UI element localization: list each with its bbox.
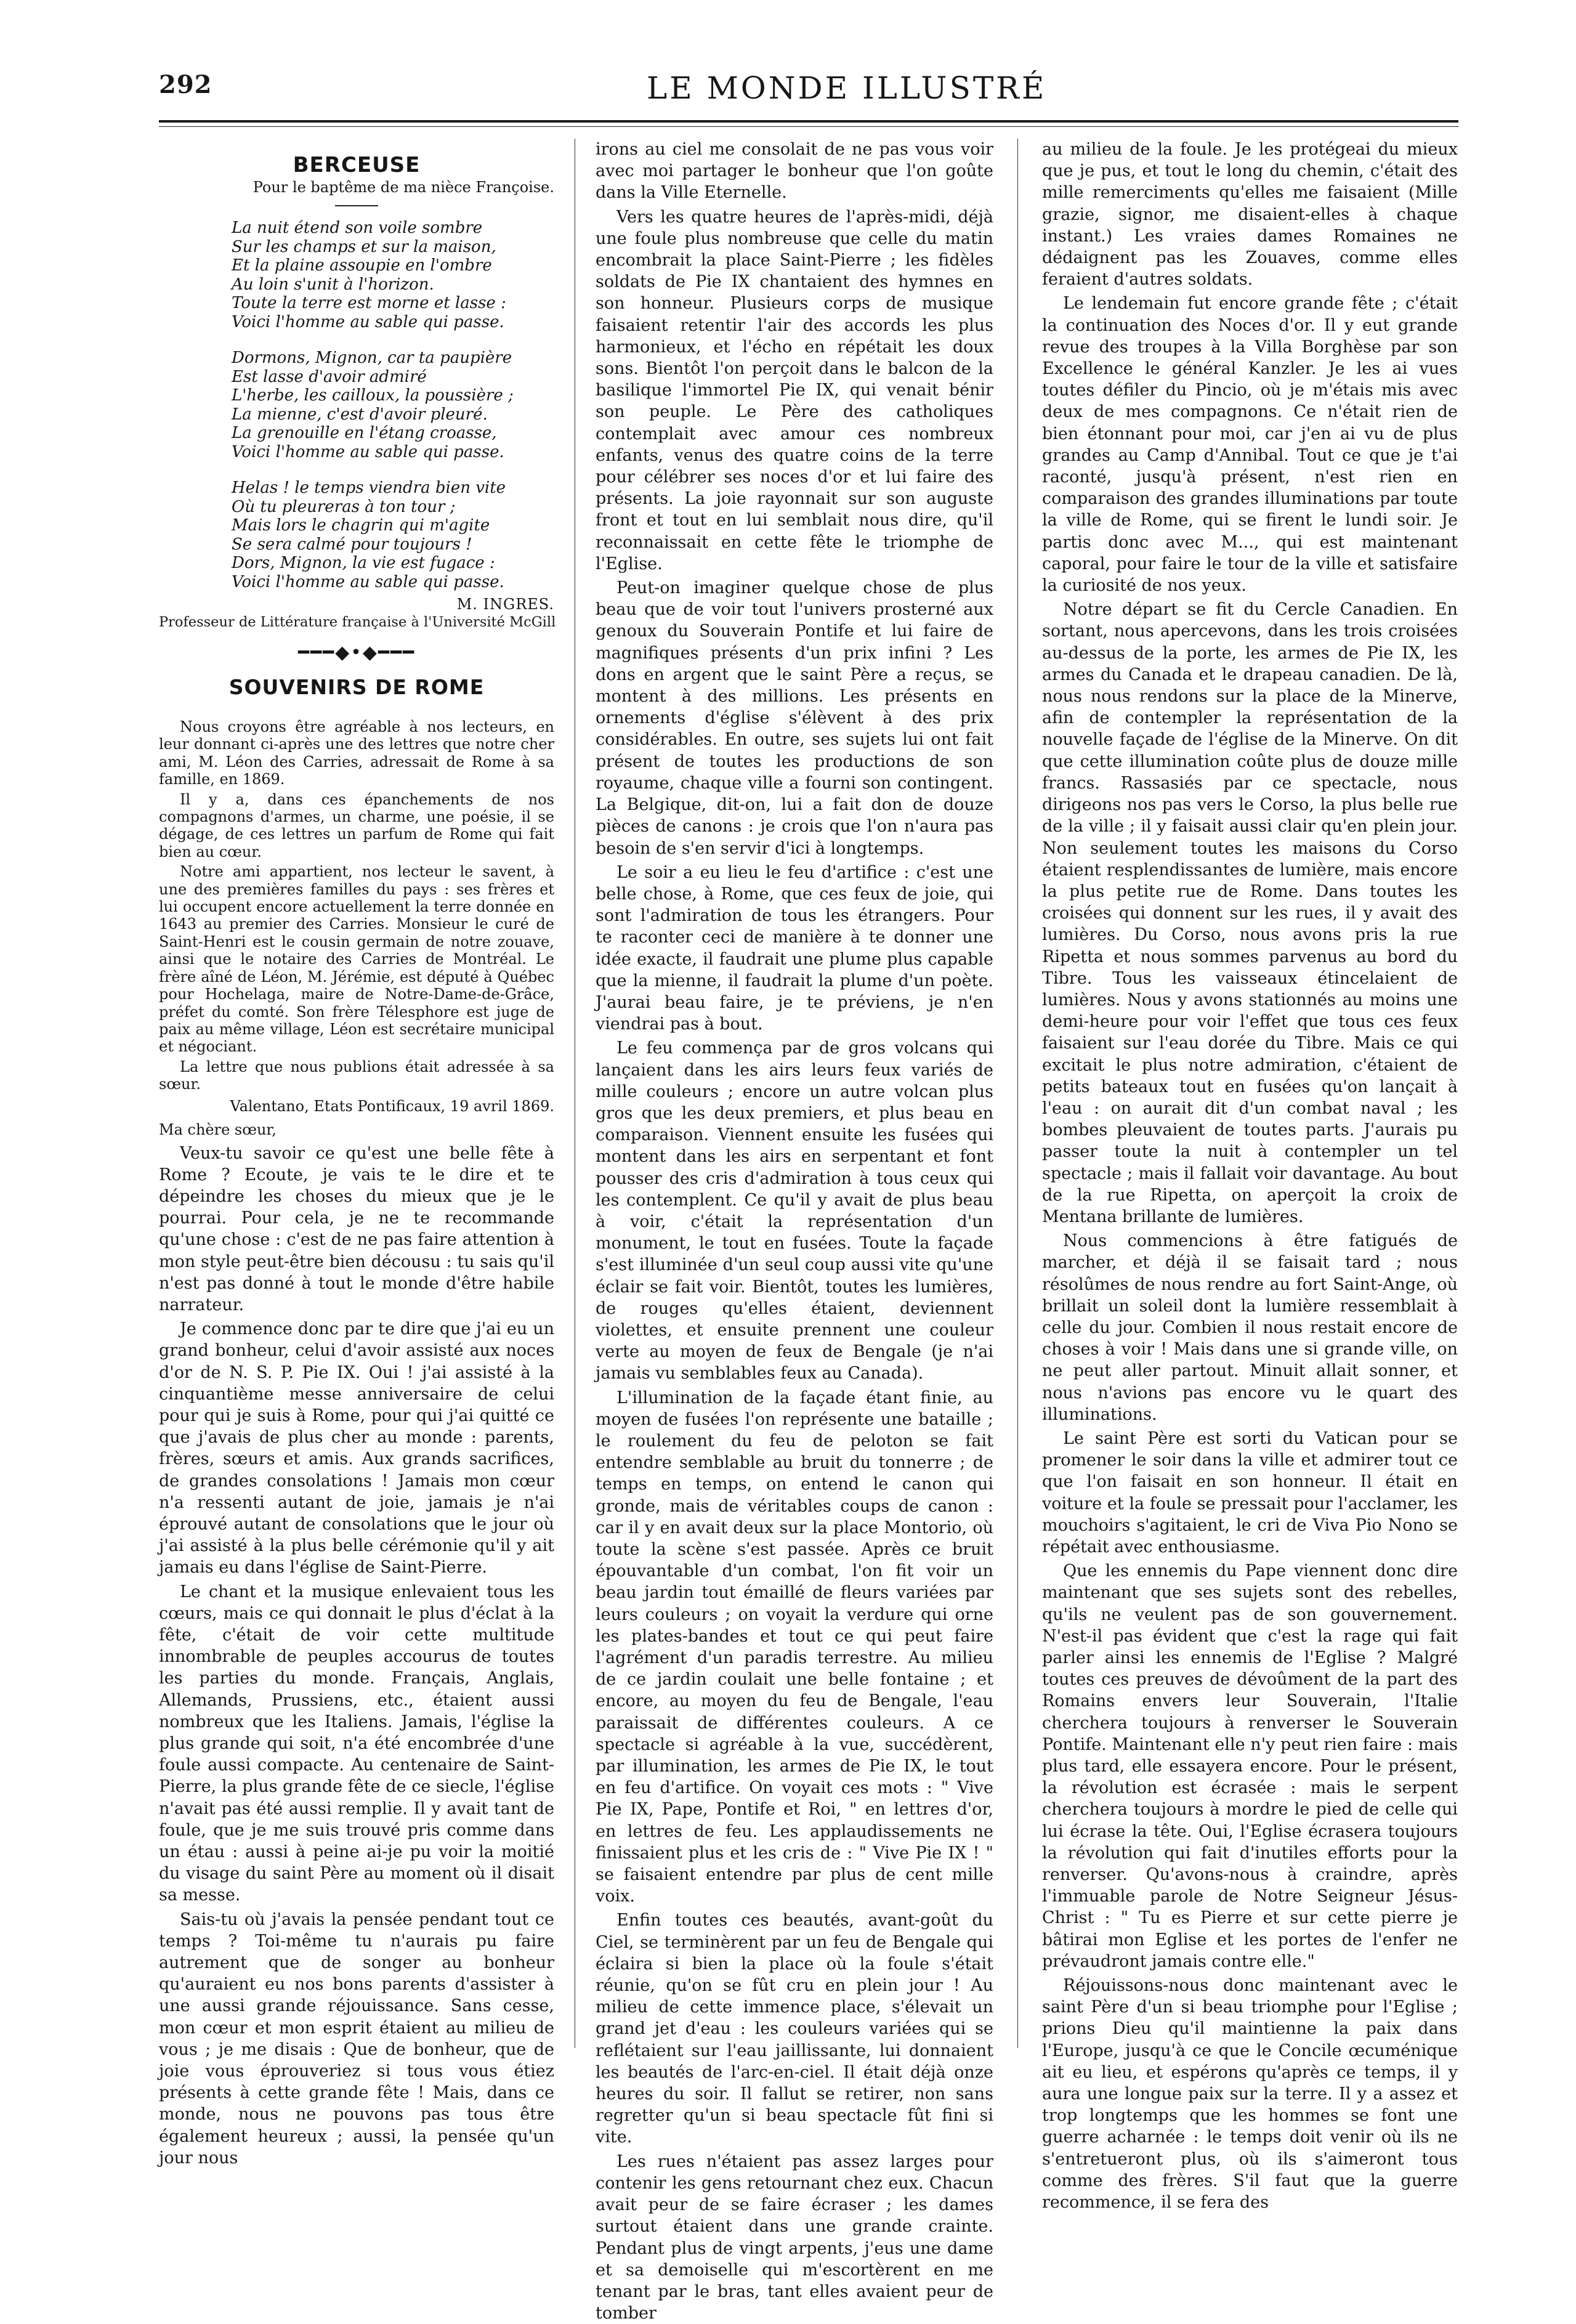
poem-signature: M. INGRES.	[456, 596, 554, 613]
intro-paragraph: La lettre que nous publions était adressée à sa sœur.	[159, 1058, 554, 1093]
poem-dedication: Pour le baptême de ma nièce Françoise.	[253, 179, 554, 196]
body-paragraph: Notre départ se fit du Cercle Canadien. En sortant, nous apercevons, dans les trois croisées au-dessus de la porte, les armes de Pie IX, les armes du Canada et le drapeau canadien. De là, nous nous rendons sur la place de la Minerve, afin de contempler la représentation de la nouvelle façade de l'église de la Minerve. On dit que cette illumination coûte plus de douze mille francs. Rassasiés par ce spectacle, nous dirigeons nos pas vers le Corso, la plus belle rue de la ville ; il y faisait aussi clair qu'en plein jour. Non seulement toutes les maisons du Corso étaient resplendissantes de lumière, mais encore la plus petite rue de Rome. Dans toutes les croisées qui donnent sur les rues, il y avait des lumières. Du Corso, nous avons pris la rue Ripetta et nous sommes parvenus au bord du Tibre. Tous les vaisseaux étincelaient de lumières. Nous y avons stationnés au moins une demi-heure pour voir l'effet que tous ces feux faisaient sur l'eau dorée du Tibre. Mais ce qui excitait le plus notre admiration, c'étaient de petits bateaux tout en fusées qu'on lançait à l'eau : on aurait dit d'un combat naval ; les bombes pleuvaient de toutes parts. J'aurais pu passer toute la nuit à contempler un tel spectacle ; mais il fallait voir davantage. Au bout de la rue Ripetta, on aperçoit la croix de Mentana brillante de lumières.	[1042, 600, 1458, 1226]
poem-title: BERCEUSE	[293, 153, 421, 177]
body-paragraph: Veux-tu savoir ce qu'est une belle fête à Rome ? Ecoute, je vais te le dire et te dépeindre les choses du mieux que je le pourrai. Pour cela, je ne te recommande qu'une chose : c'est de ne pas faire attention à mon style peut-être bien décousu : tu sais qu'il n'est pas donné à tout le monde d'être habile narrateur.	[159, 1143, 554, 1314]
section-ornament: ━━━◆•◆━━━	[297, 642, 416, 663]
body-paragraph: Le lendemain fut encore grande fête ; c'était la continuation des Noces d'or. Il y eut grande revue des troupes à la Villa Borghèse par son Excellence le général Kanzler. Je les ai vues toutes défiler du Pincio, où je m'étais mis avec deux de mes compagnons. Ce n'était rien de bien étonnant pour moi, car j'en ai vu de plus grandes au Camp d'Annibal. Tout ce que je t'ai raconté, jusqu'à présent, n'est rien en comparaison des grandes illuminations par toute la ville de Rome, qui se firent le lundi soir. Je partis donc avec M..., qui est maintenant caporal, pour faire le tour de la ville et satisfaire la curiosité de nos yeux.	[1042, 294, 1458, 596]
body-paragraph: L'illumination de la façade étant finie, au moyen de fusées l'on représente une bataille ; le roulement du feu de peloton se fait entendre semblable au bruit du tonnerre ; de temps en temps, on entend le canon qui gronde, mais de véritables coups de canon : car il y en avait deux sur la place Montorio, où toute la scène s'est passée. Après ce bruit épouvantable d'un combat, l'on fit voir un beau jardin tout émaillé de fleurs variées par leurs couleurs ; on voyait la verdure qui orne les plates-bandes et tout ce qui peut faire l'agrément d'un paradis terrestre. Au milieu de ce jardin coulait une belle fontaine ; et encore, au moyen du feu de Bengale, l'eau paraissait de différentes couleurs. A ce spectacle si agréable à la vue, succédèrent, par illumination, les armes de Pie IX, le tout en feu d'artifice. On voyait ces mots : " Vive Pie IX, Pape, Pontife et Roi, " en lettres d'or, en lettres de feu. Les applaudissements ne finissaient plus et les cris de : " Vive Pie IX ! " se faisaient entendre par plus de cent mille voix.	[596, 1388, 993, 1906]
page-number: 292	[159, 70, 212, 99]
poem-line: Au loin s'unit à l'horizon.	[232, 275, 434, 294]
poem-line: Se sera calmé pour toujours !	[232, 535, 472, 554]
article-title: SOUVENIRS DE ROME	[228, 675, 485, 699]
body-paragraph: Les rues n'étaient pas assez larges pour contenir les gens retournant chez eux. Chacun avait peur de se faire écraser ; les dames surtout étaient dans une grande crainte. Pendant plus de vingt arpents, j'eus une dame et sa demoiselle qui m'escortèrent en me tenant par le bras, tant elles avaient peur de tomber	[596, 2152, 993, 2323]
poem-line: Voici l'homme au sable qui passe.	[232, 312, 504, 331]
poem-line: Toute la terre est morne et lasse :	[232, 294, 506, 312]
body-paragraph: Vers les quatre heures de l'après-midi, déjà une foule plus nombreuse que celle du matin encombrait la place Saint-Pierre ; les fidèles soldats de Pie IX chantaient des hymnes en son honneur. Plusieurs corps de musique faisaient retentir l'air des accords les plus harmonieux, et l'écho en répétait les doux sons. Bientôt l'on perçoit dans le balcon de la basilique l'immortel Pie IX, qui venait bénir son peuple. Le Père des catholiques contemplait avec amour ces nombreux enfants, venus des quatre coins de la terre pour célébrer ses noces d'or et lui faire des présents. La joie rayonnait sur son auguste front et tout en lui semblait nous dire, qu'il reconnaissait en cette fête le triomphe de l'Eglise.	[596, 207, 993, 573]
header-rule	[159, 120, 1458, 123]
poem-line: Est lasse d'avoir admiré	[232, 367, 427, 386]
body-paragraph: Enfin toutes ces beautés, avant-goût du Ciel, se terminèrent par un feu de Bengale qui éclaira si bien la place où la foule s'était réunie, qu'on se fût cru en plein jour ! Au milieu de cette immence place, s'élevait un grand jet d'eau : les couleurs variées qui se reflétaient sur l'eau jaillissante, lui donnaient les beautés de l'arc-en-ciel. Il était déjà onze heures du soir. Il fallut se retirer, non sans regretter qu'un si beau spectacle fût fini si vite.	[596, 1911, 993, 2147]
poem-line: Dormons, Mignon, car ta paupière	[232, 349, 512, 367]
poem-line: La mienne, c'est d'avoir pleuré.	[232, 405, 488, 424]
body-paragraph: Le soir a eu lieu le feu d'artifice : c'est une belle chose, à Rome, que ces feux de joie, qui sont l'admiration de tous les étrangers. Pour te raconter ceci de manière à te donner une idée exacte, il faudrait une plume plus capable que la mienne, il faudrait la plume d'un poète. J'aurai beau faire, je te préviens, je n'en viendrai pas à bout.	[596, 862, 993, 1034]
body-paragraph: Le feu commença par de gros volcans qui lançaient dans les airs leurs feux variés de mille couleurs ; encore un autre volcan plus gros que les deux premiers, et plus beau en comparaison. Viennent ensuite les fusées qui montent dans les airs en serpentant et font pousser des cris d'admiration à tous ceux qui les contemplent. Ce qu'il y avait de plus beau à voir, c'était la représentation d'un monument, le tout en fusées. Toute la façade s'est illuminée d'un seul coup aussi vite qu'une éclair se fait voir. Bientôt, toutes les lumières, de rouges qu'elles étaient, deviennent violettes, et ensuite prennent une couleur verte au moyen de feux de Bengale (je n'ai jamais vu semblables feux au Canada).	[596, 1039, 993, 1383]
body-paragraph: Je commence donc par te dire que j'ai eu un grand bonheur, celui d'avoir assisté aux noces d'or de N. S. P. Pie IX. Oui ! j'ai assisté à la cinquantième messe anniversaire de celui pour qui je suis à Rome, pour qui j'ai quitté ce que j'avais de plus cher au monde : parents, frères, sœurs et amis. Aux grands sacrifices, de grandes consolations ! Jamais mon cœur n'a ressenti autant de joie, jamais je n'ai éprouvé autant de consolations que le jour où j'ai assisté à la plus belle cérémonie qu'il y ait jamais eu dans l'église de Saint-Pierre.	[159, 1319, 554, 1577]
poem-stanza	[232, 349, 554, 461]
poem-line: L'herbe, les cailloux, la poussière ;	[232, 386, 514, 405]
poem-line: Dors, Mignon, la vie est fugace :	[232, 554, 495, 572]
column-1	[159, 139, 556, 2168]
author-affiliation: Professeur de Littérature française à l'Université McGill	[159, 614, 556, 630]
body-paragraph: Que les ennemis du Pape viennent donc dire maintenant que ses sujets sont des rebelles, qu'ils ne veulent pas de son gouvernement. N'est-il pas évident que c'est la rage qui fait parler ainsi les ennemis de l'Eglise ? Malgré toutes ces preuves de dévoûment de la part des Romains envers leur Souverain, l'Italie cherchera toujours à renverser le Souverain Pontife. Maintenant elle n'y peut rien faire : mais plus tard, elle essayera encore. Pour le présent, la révolution est écrasée : mais le serpent cherchera toujours à mordre le pied de celle qui lui écrase la tête. Oui, l'Eglise écrasera toujours la révolution qui fait d'inutiles efforts pour la renverser. Qu'avons-nous à craindre, après l'immuable parole de Notre Seigneur Jésus-Christ : " Tu es Pierre et sur cette pierre je bâtirai mon Eglise et les portes de l'enfer ne prévaudront jamais contre elle."	[1042, 1561, 1458, 1971]
body-paragraph: Sais-tu où j'avais la pensée pendant tout ce temps ? Toi-même tu n'aurais pu faire autrement que de songer au bonheur qu'auraient eu nos bons parents d'assister à une aussi grande réjouissance. Sans cesse, mon cœur et mon esprit étaient au milieu de vous ; je me disais : Que de bonheur, que de joie vous éprouveriez si tous vous étiez présents à cette grande fête ! Mais, dans ce monde, nous ne pouvons pas tous être également heureux ; aussi, la pensée qu'un jour nous	[159, 1909, 554, 2168]
body-paragraph: Réjouissons-nous donc maintenant avec le saint Père d'un si beau triomphe pour l'Eglise ; prions Dieu qu'il maintienne la paix dans l'Europe, jusqu'à ce que le Concile œcuménique ait eu lieu, et espérons qu'après ce temps, il y aura une longue paix sur la terre. Il y a assez et trop longtemps que les hommes se font une guerre acharnée : le temps doit venir où ils ne s'entretueront plus, où ils s'aimeront tous comme des frères. S'il faut que la guerre recommence, il se fera des	[1042, 1976, 1458, 2213]
column-divider	[1017, 139, 1018, 2048]
letter-dateline: Valentano, Etats Pontificaux, 19 avril 1869.	[230, 1097, 554, 1115]
column-2	[596, 139, 993, 2323]
intro-paragraph: Notre ami appartient, nos lecteur le savent, à une des premières familles du pays : ses frères et lui occupent encore actuellement la terre donnée en 1643 au premier des Carries. Monsieur le curé de Saint-Henri est le cousin germain de notre zouave, ainsi que le notaire des Carries de Montréal. Le frère aîné de Léon, M. Jérémie, est député à Québec pour Hochelaga, maire de Notre-Dame-de-Grâce, préfet du comté. Son frère Télesphore est juge de paix au même village, Léon est secrétaire municipal et négociant.	[159, 863, 554, 1056]
body-paragraph: Le chant et la musique enlevaient tous les cœurs, mais ce qui donnait le plus d'éclat à la fête, c'était de voir cette multitude innombrable de peuples accourus de toutes les parties du monde. Français, Anglais, Allemands, Prussiens, etc., étaient aussi nombreux que les Italiens. Jamais, l'église la plus grande qui soit, n'a été encombrée d'une foule aussi compacte. Au centenaire de Saint-Pierre, la plus grande fête de ce siecle, l'église n'avait pas été aussi remplie. Il y avait tant de foule, que je me suis trouvé pris comme dans un étau : aussi à peine ai-je pu voir la moitié du visage du saint Père au moment où il disait sa messe.	[159, 1582, 554, 1905]
column-3	[1042, 139, 1458, 2213]
poem-line: Où tu pleureras à ton tour ;	[232, 497, 456, 516]
poem-stanza	[232, 479, 554, 591]
intro-paragraph: Nous croyons être agréable à nos lecteurs, en leur donnant ci-après une des lettres que notre cher ami, M. Léon des Carries, adressait de Rome à sa famille, en 1869.	[159, 718, 554, 788]
body-paragraph: Le saint Père est sorti du Vatican pour se promener le soir dans la ville et admirer tout ce que l'on faisait en son honneur. Il était en voiture et la foule se pressait pour l'acclamer, les mouchoirs s'agitaient, le cri de Viva Pio Nono se répétait avec enthousiasme.	[1042, 1428, 1458, 1557]
poem-line: Voici l'homme au sable qui passe.	[232, 572, 504, 591]
title-rule	[335, 205, 378, 206]
masthead: LE MONDE ILLUSTRÉ	[647, 70, 1047, 106]
intro-paragraph: Il y a, dans ces épanchements de nos compagnons d'armes, un charme, une poésie, il se dégage, de ces lettres un parfum de Rome qui fait bien au cœur.	[159, 790, 554, 860]
poem-line: Et la plaine assoupie en l'ombre	[232, 256, 492, 275]
letter-salutation: Ma chère sœur,	[159, 1120, 277, 1138]
poem-stanza	[232, 219, 554, 331]
poem-line: Voici l'homme au sable qui passe.	[232, 442, 504, 461]
poem-line: Helas ! le temps viendra bien vite	[232, 479, 506, 497]
poem-line: La nuit étend son voile sombre	[232, 219, 483, 237]
poem-line: Sur les champs et sur la maison,	[232, 237, 496, 256]
body-paragraph: au milieu de la foule. Je les protégeai du mieux que je pus, et tout le long du chemin, c'était des mille remerciments qu'elles me faisaient (Mille grazie, signor, me disaient-elles à chaque instant.) Les vraies dames Romaines ne dédaignent pas les Zouaves, comme elles feraient d'autres soldats.	[1042, 140, 1458, 289]
poem-line: La grenouille en l'étang croasse,	[232, 424, 497, 442]
poem-line: Mais lors le chagrin qui m'agite	[232, 516, 490, 535]
header-rule-thin	[159, 126, 1458, 127]
body-paragraph: Peut-on imaginer quelque chose de plus beau que de voir tout l'univers prosterné aux genoux du Souverain Pontife et lui faire de magnifiques présents d'un prix infini ? Les dons en argent que le saint Père a reçus, se montent à des millions. Les présents en ornements d'église s'élèvent à des prix considérables. En outre, ses sujets lui ont fait présent de toutes les productions de son royaume, chaque ville a fourni son contingent. La Belgique, dit-on, lui a fait don de douze pièces de canons : je crois que l'on n'aura pas besoin de s'en servir d'ici à longtemps.	[596, 578, 993, 858]
body-paragraph: irons au ciel me consolait de ne pas vous voir avec moi partager le bonheur que l'on goûte dans la Ville Eternelle.	[596, 140, 993, 203]
body-paragraph: Nous commencions à être fatigués de marcher, et déjà il se faisait tard ; nous résolûmes de nous rendre au fort Saint-Ange, où brillait un soleil dont la lumière ressemblait à celle du jour. Combien il nous restait encore de choses à voir ! Mais dans une si grande ville, on ne peut aller partout. Minuit allait sonner, et nous n'avions pas encore vu le quart des illuminations.	[1042, 1231, 1458, 1424]
